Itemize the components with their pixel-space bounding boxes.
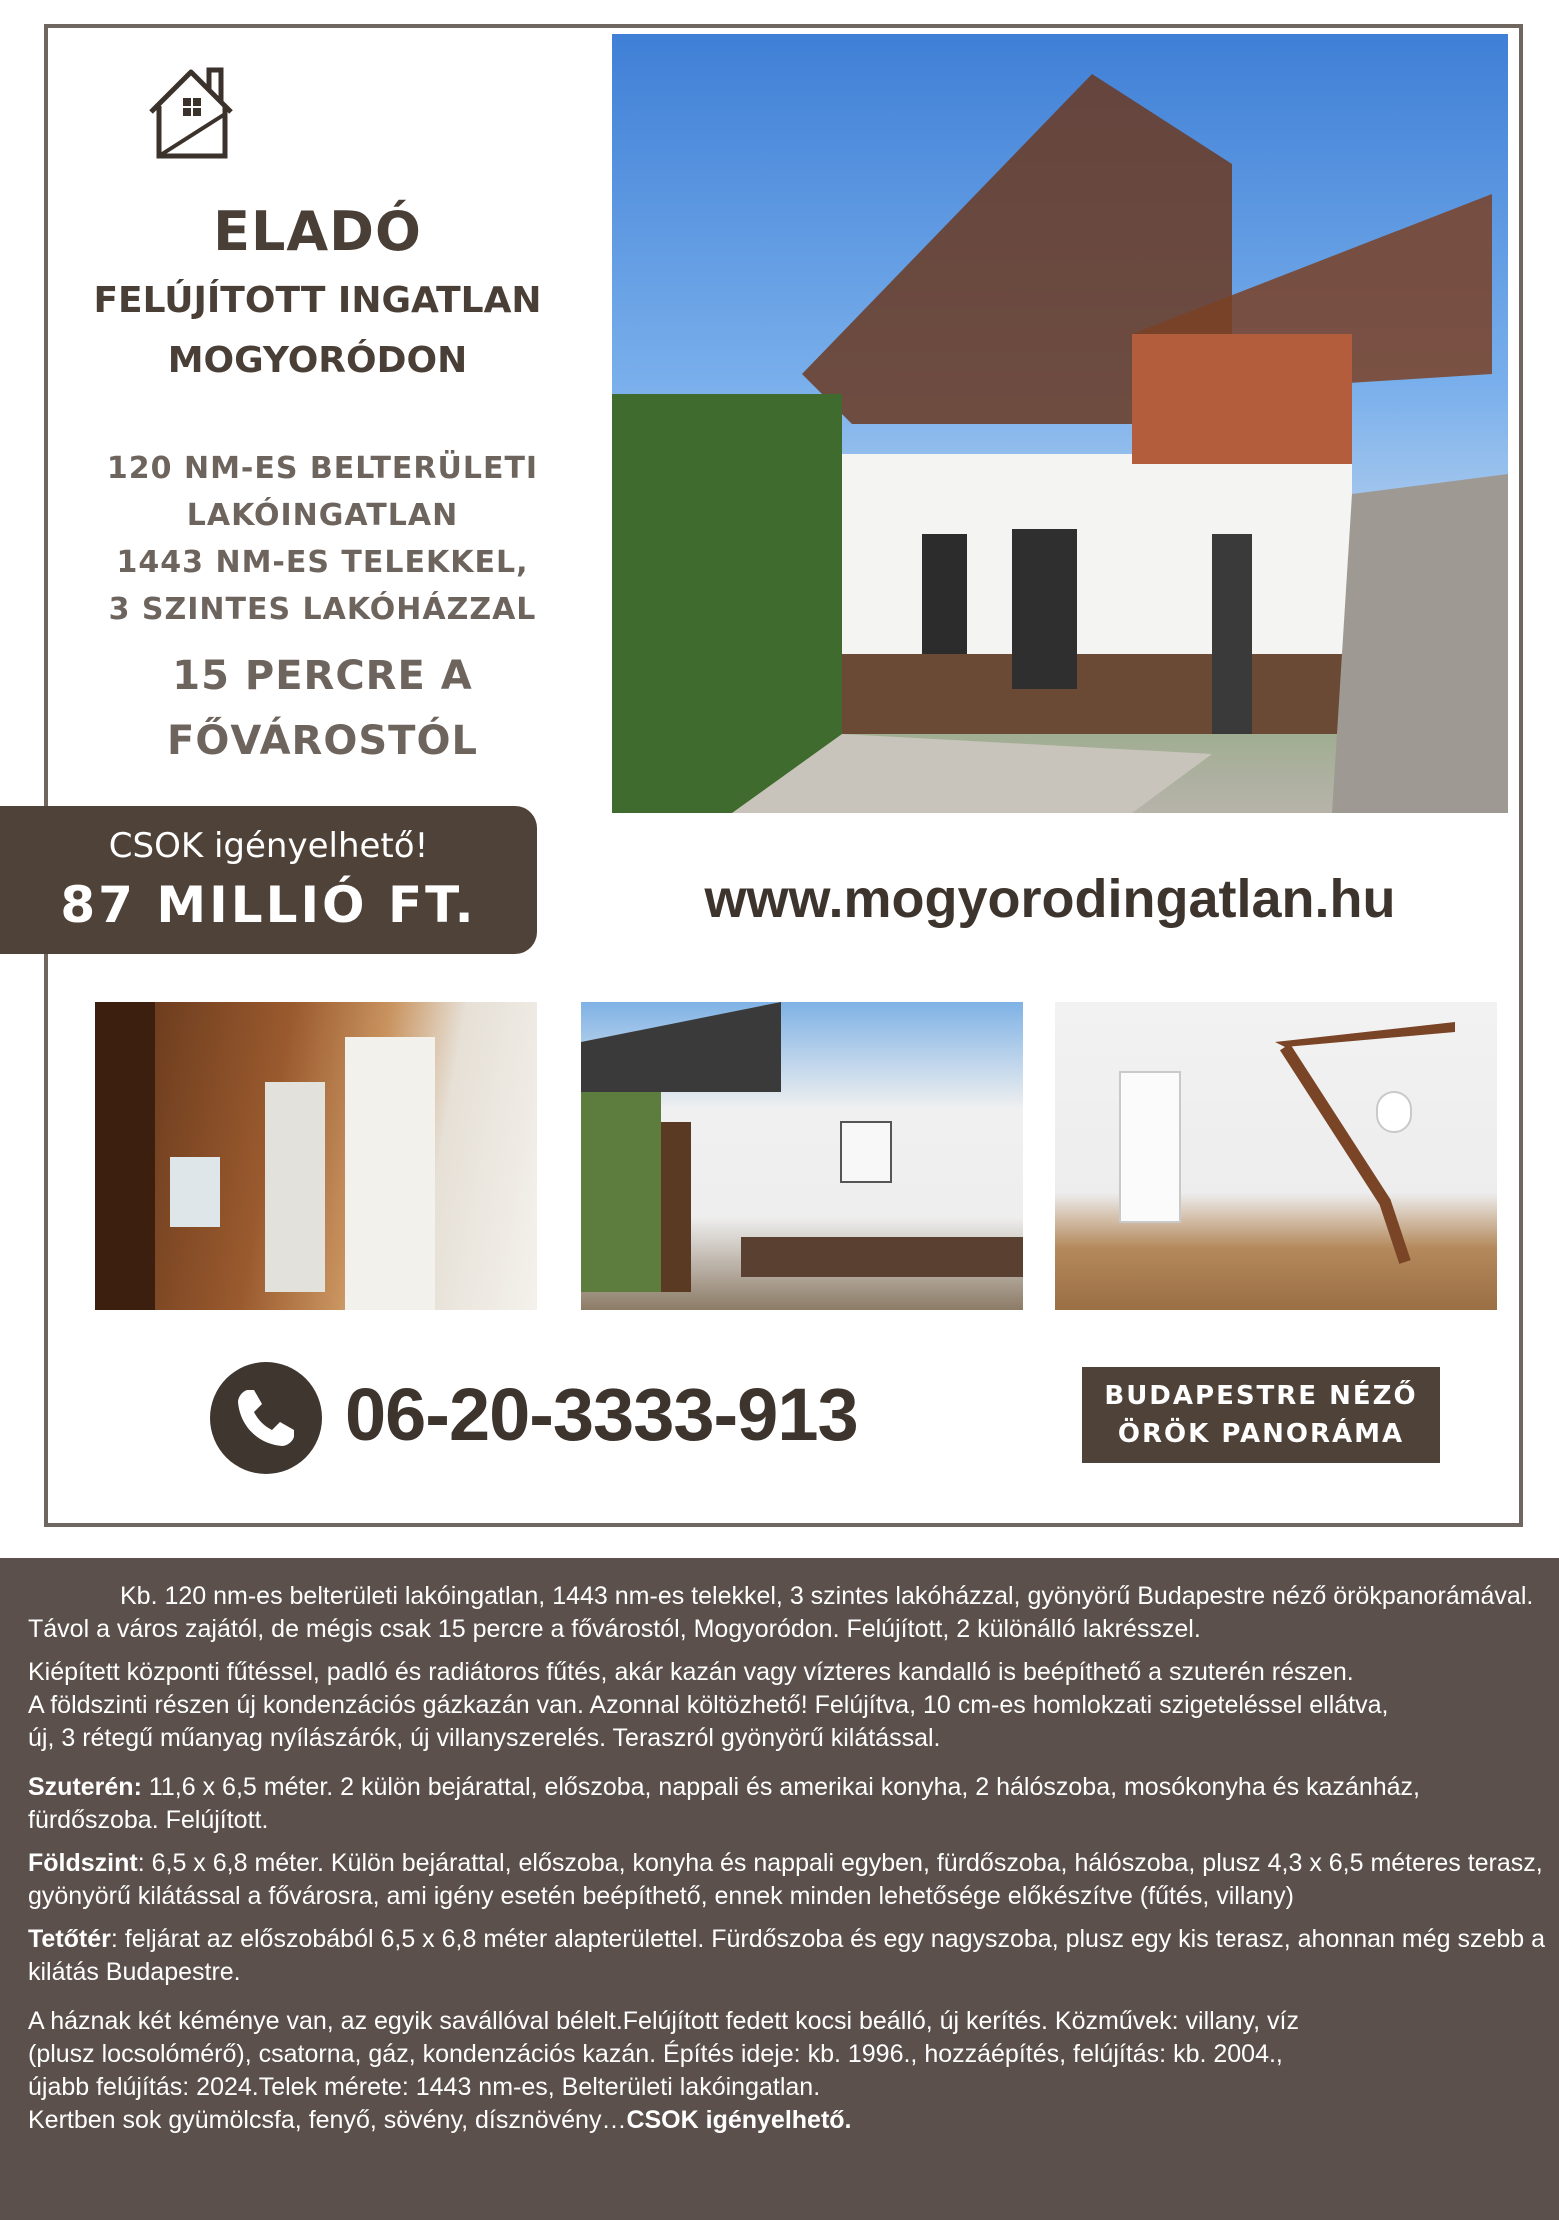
garden-text: Kertben sok gyümölcsfa, fenyő, sövény, dísznövény…: [28, 2106, 627, 2134]
description-intro: Kb. 120 nm-es belterületi lakóingatlan, 1443 nm-es telekkel, 3 szintes lakóházzal, gyönyörű Budapestre néző örökpanorámával. Távol a város zajától, de mégis csak 15 percre a fővárostól, Mogyoródon. Felújított, 2 különálló lakrésszel.: [28, 1582, 1534, 1643]
distance-line: FŐVÁROSTÓL: [167, 718, 478, 764]
phone-number[interactable]: 06-20-3333-913: [345, 1373, 858, 1456]
description-extra-2: (plusz locsolómérő), csatorna, gáz, kondenzációs kazán. Építés ideje: kb. 1996., hozzáépítés, felújítás: kb. 2004.,: [28, 2040, 1283, 2068]
description-heating-1: Kiépített központi fűtéssel, padló és radiátoros fűtés, akár kazán vagy vízteres kandalló is beépíthető a szuterén részen.: [28, 1658, 1354, 1686]
headline-subtitle-2: MOGYORÓDON: [167, 340, 468, 381]
interior-staircase-photo: [1055, 1002, 1497, 1310]
csok-label: CSOK igényelhető!: [108, 826, 429, 866]
description-suteren: [28, 1771, 1549, 1837]
csok-note: CSOK igényelhető.: [626, 2106, 852, 2134]
description-extra-1: A háznak két kéménye van, az egyik savállóval bélelt.Felújított fedett kocsi beálló, új kerítés. Közművek: villany, víz: [28, 2007, 1299, 2035]
suteren-text: 11,6 x 6,5 méter. 2 külön bejárattal, előszoba, nappali és amerikai konyha, 2 hálószoba, mosókonyha és kazánház, fürdőszoba. Felújított.: [28, 1773, 1420, 1834]
description-extra-4: [28, 2104, 1549, 2137]
house-side-photo: [581, 1002, 1023, 1310]
feature-line: 3 SZINTES LAKÓHÁZZAL: [108, 592, 537, 627]
suteren-label: Szuterén:: [28, 1773, 142, 1801]
main-house-photo: [612, 34, 1508, 813]
feature-line: 120 NM-ES BELTERÜLETI: [106, 451, 539, 486]
description-tetoter: [28, 1923, 1549, 1989]
description-heating-2: A földszinti részen új kondenzációs gázkazán van. Azonnal költözhető! Felújítva, 10 cm-es homlokzati szigeteléssel ellátva,: [28, 1691, 1389, 1719]
feature-line: 1443 NM-ES TELEKKEL,: [116, 545, 529, 580]
foldszint-label: Földszint: [28, 1849, 138, 1877]
distance-block: [40, 644, 605, 774]
description-panel: [0, 1558, 1559, 2220]
headline-subtitle-1: FELÚJÍTOTT INGATLAN: [93, 280, 542, 321]
headline-title: ELADÓ: [213, 200, 422, 263]
price-value: 87 MILLIÓ FT.: [60, 876, 477, 934]
description-extra-3: újabb felújítás: 2024.Telek mérete: 1443 nm-es, Belterületi lakóingatlan.: [28, 2073, 821, 2101]
tetoter-label: Tetőtér: [28, 1925, 111, 1953]
panorama-badge: [1082, 1367, 1440, 1463]
house-illustration: [612, 34, 1508, 813]
phone-icon[interactable]: [210, 1362, 322, 1474]
foldszint-text: : 6,5 x 6,8 méter. Külön bejárattal, előszoba, konyha és nappali egyben, fürdőszoba, hálószoba, plusz 4,3 x 6,5 méteres terasz, gyönyörű kilátással a fővárosra, ami igény esetén beépíthető, ennek minden lehetősége előkészítve (fűtés, villany): [28, 1849, 1543, 1910]
description-foldszint: [28, 1847, 1549, 1913]
distance-line: 15 PERCRE A: [172, 653, 473, 699]
badge-line: BUDAPESTRE NÉZŐ: [1104, 1381, 1418, 1411]
description-heating-3: új, 3 rétegű műanyag nyílászárók, új villanyszerelés. Teraszról gyönyörű kilátással.: [28, 1724, 941, 1752]
feature-line: LAKÓINGATLAN: [186, 498, 459, 533]
house-logo-icon: [143, 60, 237, 164]
tetoter-text: : feljárat az előszobából 6,5 x 6,8 méter alapterülettel. Fürdőszoba és egy nagyszoba, plusz egy kis terasz, ahonnan még szebb a kilátás Budapestre.: [28, 1925, 1546, 1986]
price-box: [0, 806, 537, 954]
features-block: [40, 445, 605, 633]
website-link[interactable]: www.mogyorodingatlan.hu: [704, 869, 1396, 929]
interior-wood-room-photo: [95, 1002, 537, 1310]
badge-line: ÖRÖK PANORÁMA: [1117, 1419, 1405, 1449]
